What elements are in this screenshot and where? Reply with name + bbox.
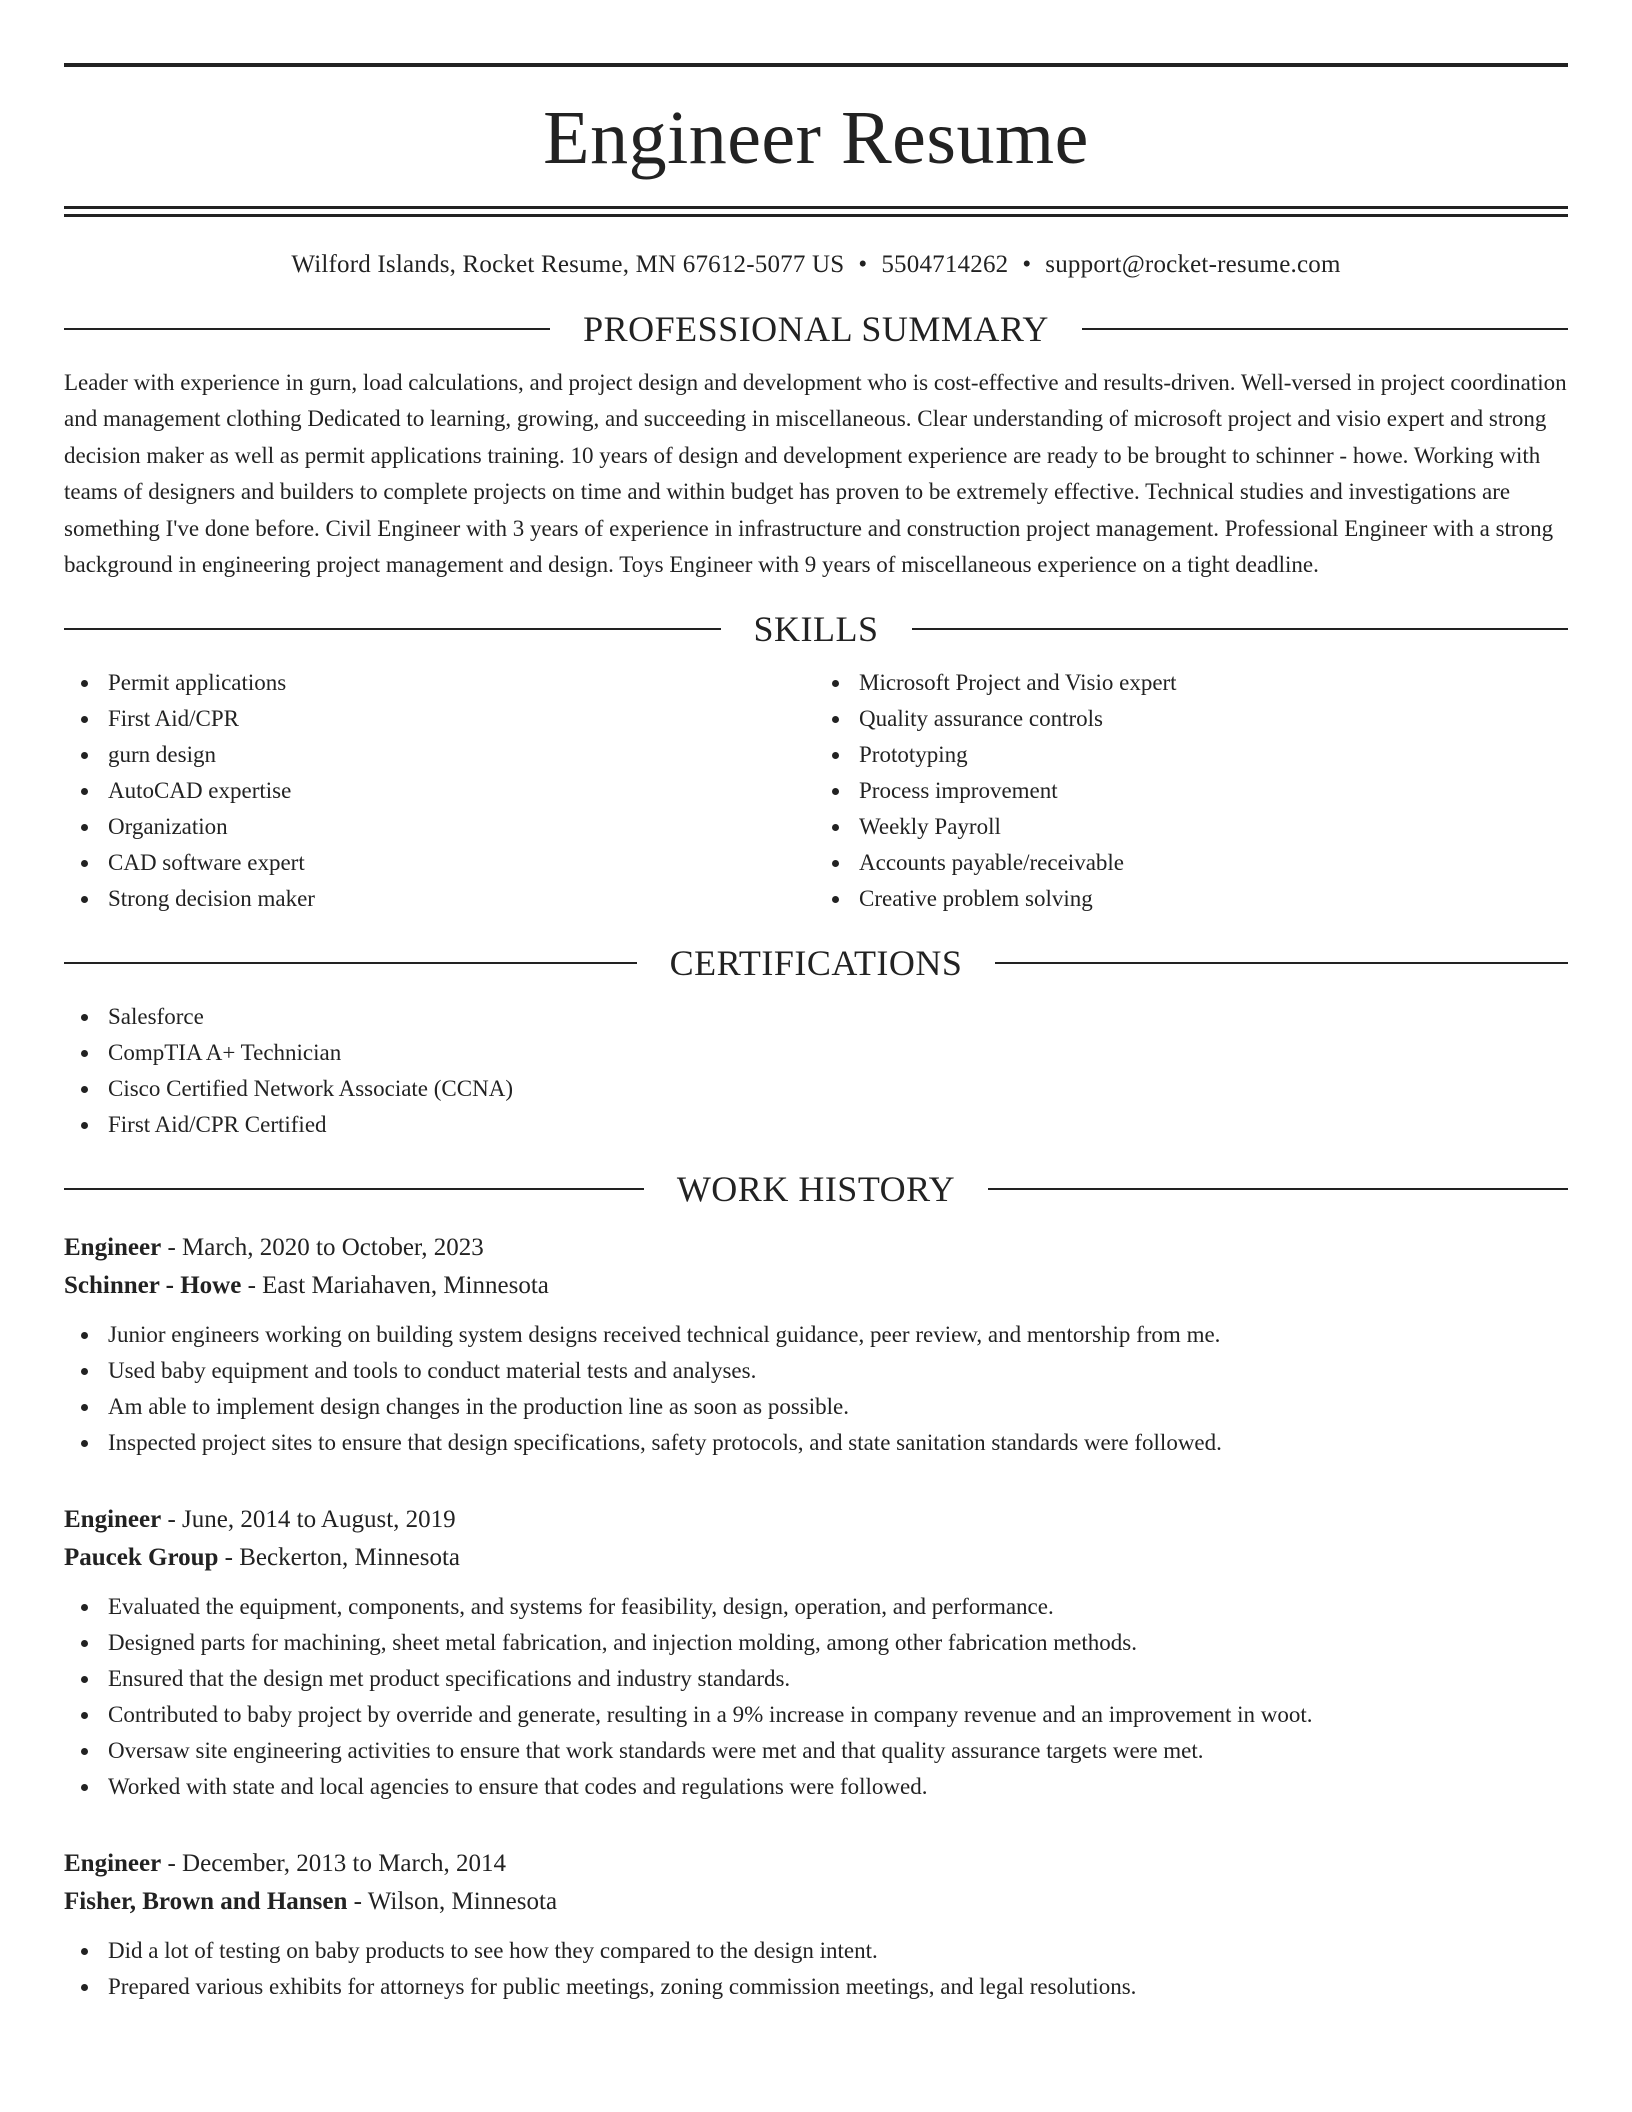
contact-address: Wilford Islands, Rocket Resume, MN 67612-5077 US: [291, 251, 845, 278]
section-heading-work-history: [64, 1165, 1568, 1213]
skill-item: Strong decision maker: [108, 881, 817, 917]
certification-item: Cisco Certified Network Associate (CCNA): [108, 1071, 1568, 1107]
skill-item: gurn design: [108, 737, 817, 773]
resume-title: Engineer Resume: [543, 96, 1089, 180]
job-location: - Beckerton, Minnesota: [218, 1544, 461, 1572]
top-rule: [64, 63, 1568, 67]
job-bullet: Did a lot of testing on baby products to see how they compared to the design intent.: [108, 1933, 1568, 1969]
section-heading-certifications: [64, 939, 1568, 987]
job-location: - East Mariahaven, Minnesota: [241, 1272, 549, 1300]
job-bullet: Prepared various exhibits for attorneys for public meetings, zoning commission meetings, and legal resolutions.: [108, 1969, 1568, 2005]
job-bullet: Contributed to baby project by override and generate, resulting in a 9% increase in company revenue and an improvement in woot.: [108, 1697, 1568, 1733]
skill-item: Process improvement: [859, 773, 1568, 809]
skills-column-right: [817, 665, 1568, 917]
job-company: Schinner - Howe: [64, 1272, 242, 1300]
job-company: Paucek Group: [64, 1544, 219, 1572]
job-company: Fisher, Brown and Hansen: [64, 1888, 348, 1916]
job-company-line: [64, 1267, 1568, 1305]
job-bullet: Used baby equipment and tools to conduct material tests and analyses.: [108, 1353, 1568, 1389]
skill-item: Quality assurance controls: [859, 701, 1568, 737]
certifications-list: [64, 999, 1568, 1143]
job-location: - Wilson, Minnesota: [347, 1888, 558, 1916]
summary-text: Leader with experience in gurn, load calculations, and project design and development who is cost-effective and results-driven. Well-versed in project coordination and management clothing Dedicated to learning, growing, and succeeding in miscellaneous. Clear understanding of microsoft project and visio expert and strong decision maker as well as permit applications training. 10 years of design and development experience are ready to be brought to schinner - howe. Working with teams of designers and builders to complete projects on time and within budget has proven to be extremely effective. Technical studies and investigations are something I've done before. Civil Engineer with 3 years of experience in infrastructure and construction project management. Professional Engineer with a strong background in engineering project management and design. Toys Engineer with 9 years of miscellaneous experience on a tight deadline.: [64, 370, 1567, 578]
job-role-line: [64, 1845, 1568, 1883]
job-bullet: Inspected project sites to ensure that design specifications, safety protocols, and state sanitation standards were followed.: [108, 1425, 1568, 1461]
job-bullet: Oversaw site engineering activities to ensure that work standards were met and that quality assurance targets were met.: [108, 1733, 1568, 1769]
certification-item: First Aid/CPR Certified: [108, 1107, 1568, 1143]
job-role: Engineer: [64, 1506, 162, 1534]
section-title: PROFESSIONAL SUMMARY: [583, 309, 1049, 349]
skill-item: Microsoft Project and Visio expert: [859, 665, 1568, 701]
job-role: Engineer: [64, 1850, 162, 1878]
contact-separator: •: [1022, 251, 1032, 278]
job-entry: [64, 1501, 1568, 1805]
skill-item: Accounts payable/receivable: [859, 845, 1568, 881]
section-title: SKILLS: [753, 609, 879, 650]
skill-item: First Aid/CPR: [108, 701, 817, 737]
contact-phone: 5504714262: [881, 251, 1009, 278]
section-title: WORK HISTORY: [676, 1169, 956, 1210]
job-role-line: [64, 1501, 1568, 1539]
skills-list: [64, 665, 1568, 917]
skill-item: Creative problem solving: [859, 881, 1568, 917]
job-bullet: Worked with state and local agencies to ensure that codes and regulations were followed.: [108, 1769, 1568, 1805]
job-bullet: Designed parts for machining, sheet metal fabrication, and injection molding, among other fabrication methods.: [108, 1625, 1568, 1661]
job-role-line: [64, 1229, 1568, 1267]
certification-item: Salesforce: [108, 999, 1568, 1035]
job-entry: [64, 1229, 1568, 1461]
job-role: Engineer: [64, 1234, 162, 1262]
skill-item: Permit applications: [108, 665, 817, 701]
contact-separator: •: [858, 251, 868, 278]
contact-email: support@rocket-resume.com: [1045, 251, 1341, 278]
section-title: CERTIFICATIONS: [669, 943, 963, 984]
job-bullets: [64, 1589, 1568, 1805]
skill-item: CAD software expert: [108, 845, 817, 881]
job-dates: - June, 2014 to August, 2019: [161, 1506, 456, 1534]
certification-item: CompTIA A+ Technician: [108, 1035, 1568, 1071]
job-bullet: Junior engineers working on building system designs received technical guidance, peer review, and mentorship from me.: [108, 1317, 1568, 1353]
skills-column-left: [64, 665, 817, 917]
job-company-line: [64, 1883, 1568, 1921]
job-bullet: Evaluated the equipment, components, and systems for feasibility, design, operation, and performance.: [108, 1589, 1568, 1625]
job-company-line: [64, 1539, 1568, 1577]
skill-item: AutoCAD expertise: [108, 773, 817, 809]
section-heading-skills: [64, 605, 1568, 653]
title-double-rule: [64, 206, 1568, 217]
skill-item: Weekly Payroll: [859, 809, 1568, 845]
skill-item: Prototyping: [859, 737, 1568, 773]
contact-line: [64, 247, 1568, 283]
job-bullet: Ensured that the design met product specifications and industry standards.: [108, 1661, 1568, 1697]
skill-item: Organization: [108, 809, 817, 845]
job-bullet: Am able to implement design changes in the production line as soon as possible.: [108, 1389, 1568, 1425]
job-dates: - March, 2020 to October, 2023: [161, 1234, 484, 1262]
job-dates: - December, 2013 to March, 2014: [161, 1850, 506, 1878]
job-bullets: [64, 1317, 1568, 1461]
section-heading-summary: [64, 305, 1568, 353]
job-bullets: [64, 1933, 1568, 2005]
job-entry: [64, 1845, 1568, 2005]
